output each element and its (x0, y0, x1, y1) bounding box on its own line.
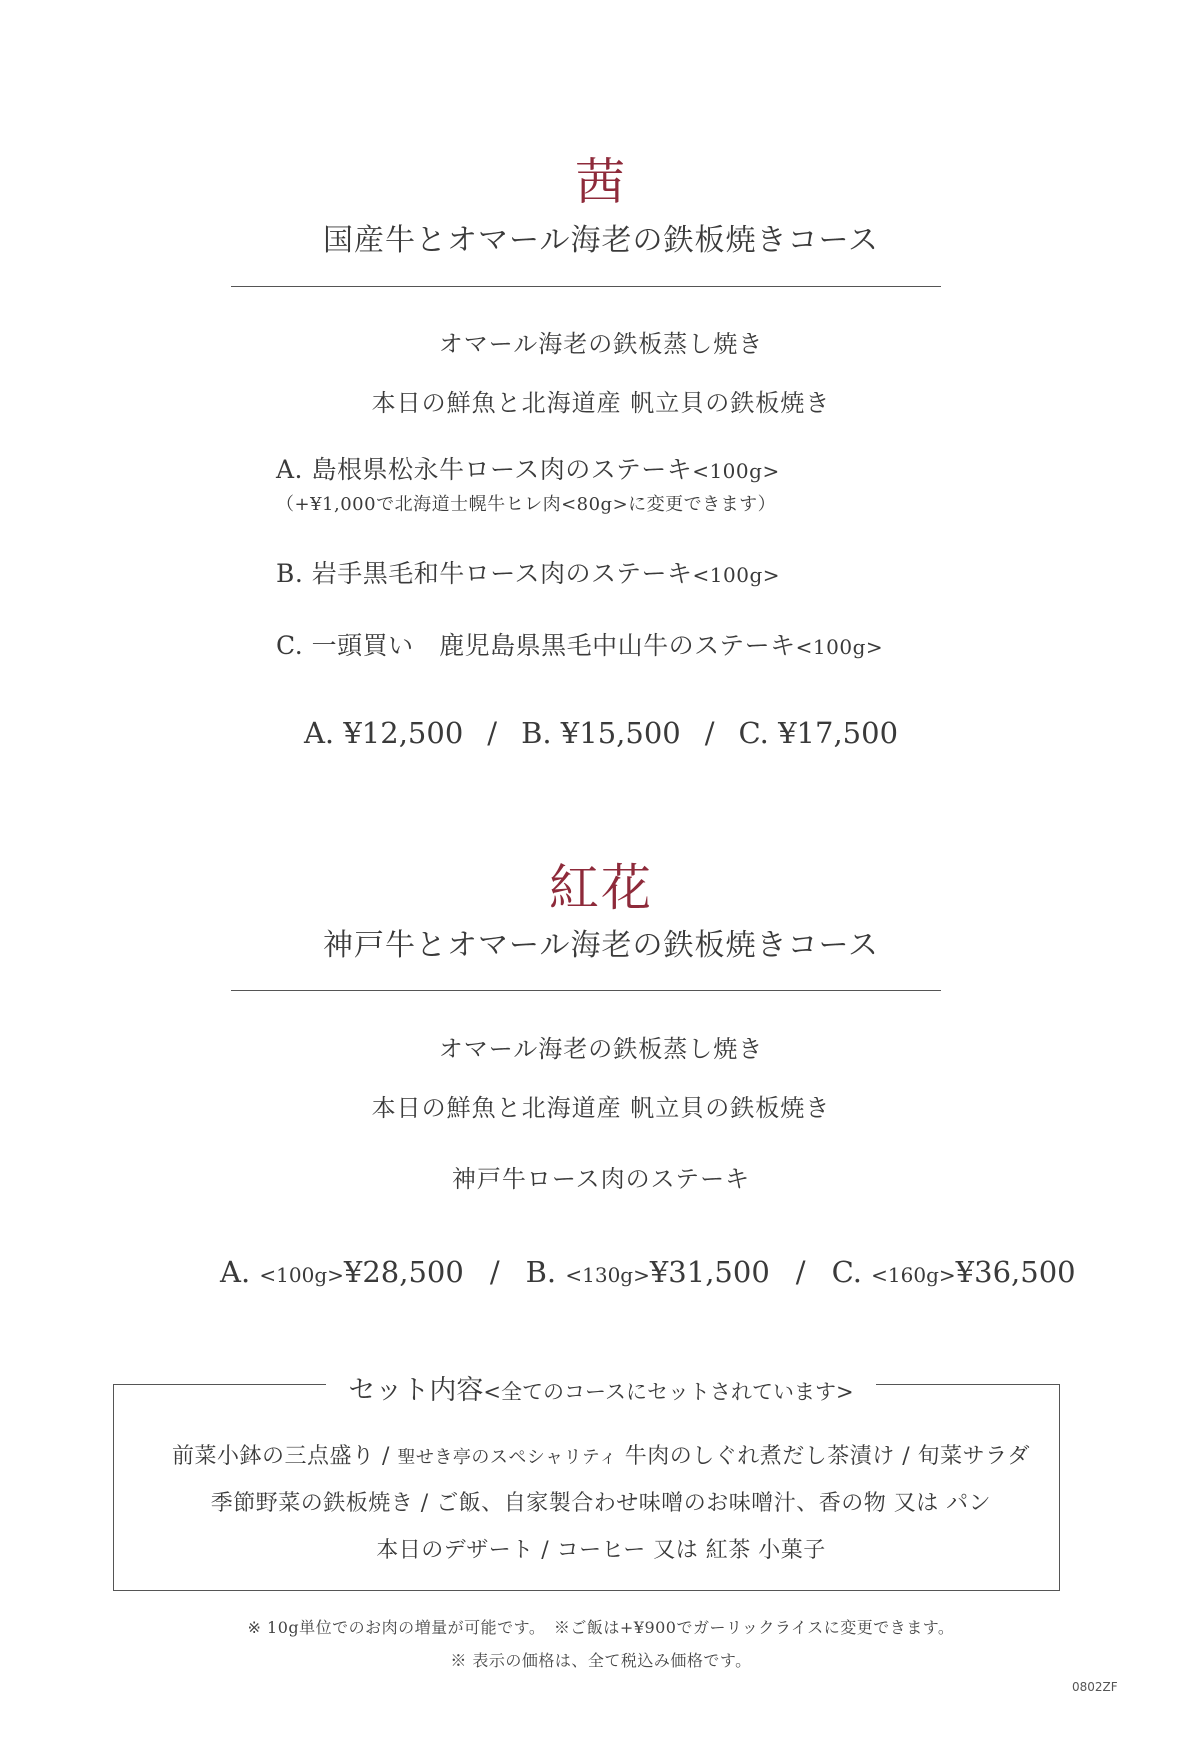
course2-price-b-label: B. (525, 1255, 557, 1289)
course1-option-c-weight: <100g> (795, 635, 884, 659)
set-contents-title (0, 1368, 1202, 1407)
price-separator: / (704, 716, 715, 750)
course1-price-a: A. ¥12,500 (303, 716, 464, 750)
course2-price-b-weight: <130g> (565, 1263, 650, 1287)
course1-option-a-note: （+¥1,000で北海道士幌牛ヒレ肉<80g>に変更できます） (276, 494, 777, 515)
set-line-1-c: 牛肉のしぐれ煮だし茶漬け / 旬菜サラダ (617, 1444, 1030, 1469)
course2-subtitle: 神戸牛とオマール海老の鉄板焼きコース (323, 928, 879, 963)
course1-option-b-text: B. 岩手黒毛和牛ロース肉のステーキ (276, 559, 693, 588)
document-code: 0802ZF (1072, 1680, 1118, 1694)
course2-price-a-value: ¥28,500 (343, 1255, 464, 1289)
set-line-1-specialty: 聖せき亭のスペシャリティ (397, 1447, 618, 1468)
price-separator: / (487, 716, 498, 750)
course2-price-c-value: ¥36,500 (955, 1255, 1076, 1289)
course1-option-a (276, 450, 780, 486)
set-line-1-a: 前菜小鉢の三点盛り / (172, 1444, 398, 1469)
course1-name: 茜 (575, 153, 627, 211)
course2-price-a-weight: <100g> (259, 1263, 344, 1287)
price-separator: / (489, 1255, 500, 1289)
course1-option-b (276, 554, 780, 590)
course1-prices (0, 716, 1202, 750)
course2-price-c-weight: <160g> (871, 1263, 956, 1287)
course1-dish-1: オマール海老の鉄板蒸し焼き (438, 330, 764, 358)
course1-option-b-weight: <100g> (692, 563, 781, 587)
course2-divider (231, 990, 941, 991)
course2-dish-1: オマール海老の鉄板蒸し焼き (438, 1035, 764, 1063)
course1-option-c-text: C. 一頭買い 鹿児島県黒毛中山牛のステーキ (276, 631, 796, 660)
course1-divider (231, 286, 941, 287)
course2-price-a-label: A. (220, 1255, 251, 1289)
price-separator: / (795, 1255, 806, 1289)
course1-price-c: C. ¥17,500 (738, 716, 899, 750)
set-title-note: <全てのコースにセットされています> (483, 1380, 854, 1404)
course1-dish-2: 本日の鮮魚と北海道産 帆立貝の鉄板焼き (371, 389, 831, 417)
course2-prices (220, 1255, 1076, 1289)
course2-price-b-value: ¥31,500 (649, 1255, 770, 1289)
footnote-1: ※ 10g単位でのお肉の増量が可能です。 ※ご飯は+¥900でガーリックライスに変更できます。 (247, 1618, 955, 1637)
course2-dish-2: 本日の鮮魚と北海道産 帆立貝の鉄板焼き (371, 1094, 831, 1122)
set-line-1 (0, 1439, 1202, 1470)
course1-option-a-weight: <100g> (692, 459, 780, 483)
course1-option-c (276, 626, 883, 662)
set-title-text: セット内容 (348, 1375, 484, 1406)
course1-price-b: B. ¥15,500 (521, 716, 681, 750)
set-line-2: 季節野菜の鉄板焼き / ご飯、自家製合わせ味噌のお味噌汁、香の物 又は パン (210, 1491, 992, 1516)
set-line-3: 本日のデザート / コーヒー 又は 紅茶 小菓子 (376, 1538, 826, 1563)
footnote-2: ※ 表示の価格は、全て税込み価格です。 (450, 1651, 752, 1670)
course2-dish-3: 神戸牛ロース肉のステーキ (451, 1165, 751, 1193)
course1-option-a-text: A. 島根県松永牛ロース肉のステーキ (276, 455, 693, 484)
course2-name: 紅花 (549, 859, 653, 917)
course2-price-c-label: C. (831, 1255, 862, 1289)
course1-subtitle: 国産牛とオマール海老の鉄板焼きコース (323, 223, 879, 258)
